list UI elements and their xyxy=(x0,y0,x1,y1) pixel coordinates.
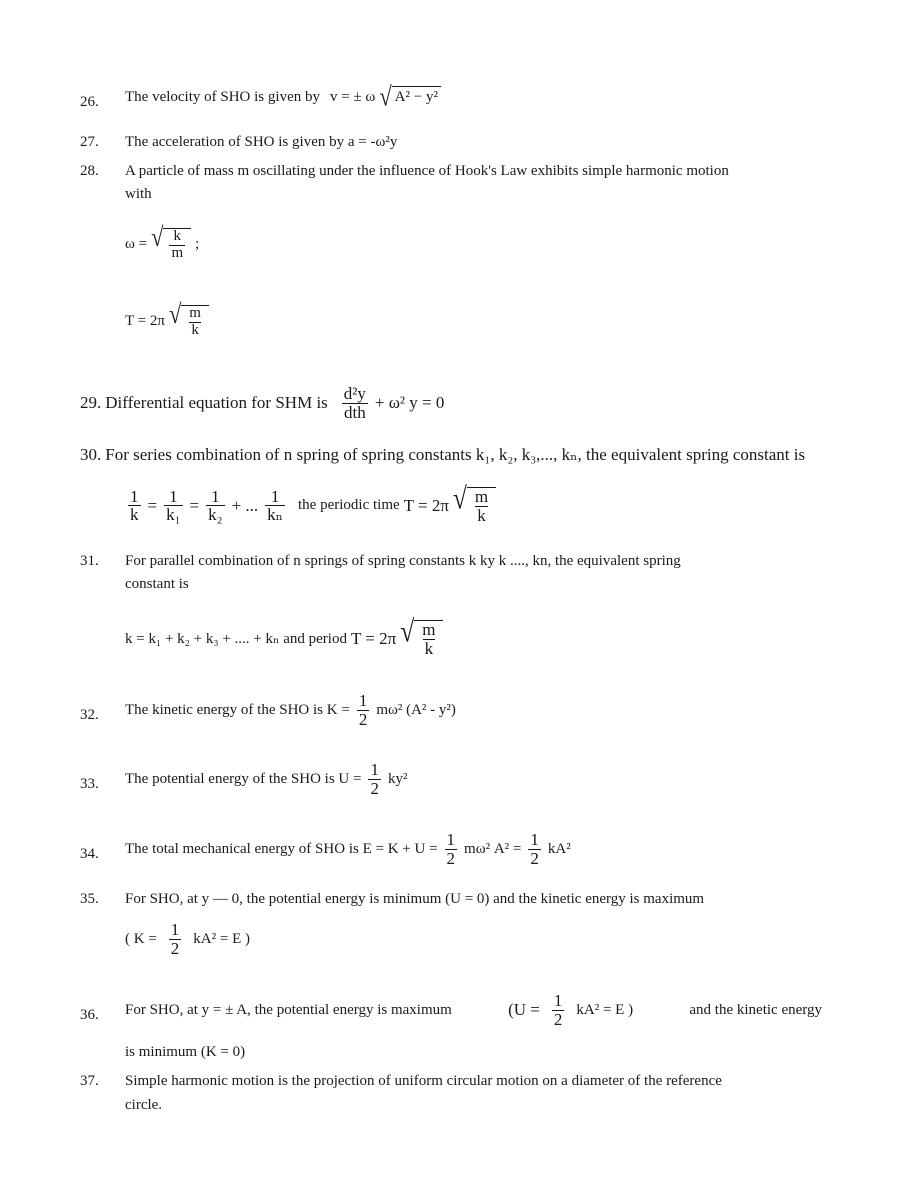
numerator: 1 xyxy=(211,486,220,506)
item-text: For parallel combination of n springs of spring constants k ky k ...., kn, the equivalent spring xyxy=(125,553,681,569)
denominator: kₙ xyxy=(267,505,284,525)
item-number: 32. xyxy=(80,707,99,723)
item-32 xyxy=(125,692,456,729)
equation: v = ± ω xyxy=(329,88,376,105)
item-33 xyxy=(125,761,407,798)
denominator: k xyxy=(191,321,199,338)
plus: + ... xyxy=(231,495,259,515)
denominator: 2 xyxy=(170,938,180,958)
item-text: The total mechanical energy of SHO is E = K + U = xyxy=(125,840,438,857)
numerator: d²y xyxy=(343,384,366,403)
item-text: circle. xyxy=(125,1097,163,1113)
item-27 xyxy=(125,134,397,151)
lhs: T = 2π xyxy=(125,313,165,330)
tail: kA² xyxy=(547,840,571,857)
square-root: √ $\frac{m}{k}$ xyxy=(400,620,443,658)
denominator: 2 xyxy=(530,848,539,868)
series-formula xyxy=(125,480,496,525)
item-31-line1 xyxy=(125,553,822,570)
item-number: 34. xyxy=(80,846,99,862)
square-root: √ A² − y² xyxy=(379,86,441,109)
square-root: √ $\frac{k}{m}$ xyxy=(151,228,191,262)
item-text: For SHO, at y = ± A, the potential energy is maximum xyxy=(125,1001,452,1018)
lhs: T = 2π xyxy=(403,495,449,515)
item-text: with xyxy=(125,186,152,202)
numerator: 1 xyxy=(446,830,456,849)
pre: (U = xyxy=(508,1000,540,1020)
denominator: 2 xyxy=(370,778,379,798)
tail: mω² (A² - y²) xyxy=(376,701,456,718)
lhs: ω = xyxy=(125,236,148,253)
denominator: 2 xyxy=(553,1009,563,1029)
item-29 xyxy=(80,385,444,422)
omega-formula xyxy=(125,222,200,262)
denominator: 2 xyxy=(446,848,456,868)
item-number: 26. xyxy=(80,94,99,110)
item-37-line1 xyxy=(125,1073,822,1090)
numerator: 1 xyxy=(169,486,178,506)
item-text: For series combination of n spring of spring constants k₁, k₂, k₃,..., kₙ, the equivalent spring constant is xyxy=(105,445,806,464)
item-text: The acceleration of SHO is given by a = -ω²y xyxy=(125,134,398,150)
item-36-line1 xyxy=(125,992,822,1029)
mid: kA² = E ) xyxy=(576,1001,634,1018)
denominator: k xyxy=(477,505,486,525)
item-number: 29. xyxy=(80,393,102,413)
item-number: 31. xyxy=(80,553,99,569)
item-number: 28. xyxy=(80,163,99,179)
item-number: 33. xyxy=(80,776,99,792)
item-28-line2 xyxy=(125,186,152,203)
tail: ; xyxy=(195,236,200,253)
item-text: Simple harmonic motion is the projection of uniform circular motion on a diameter of the reference xyxy=(125,1073,722,1089)
numerator: m xyxy=(474,487,489,506)
lhs: T = 2π xyxy=(350,628,397,648)
item-35-line1 xyxy=(125,891,704,908)
item-26 xyxy=(125,81,441,112)
denominator: k xyxy=(130,505,139,525)
parallel-formula xyxy=(125,613,443,658)
item-text: For SHO, at y — 0, the potential energy is minimum (U = 0) and the kinetic energy is maximum xyxy=(125,891,705,907)
item-34 xyxy=(125,831,571,868)
denominator: k xyxy=(424,638,434,658)
numerator: m xyxy=(422,620,436,639)
item-37-line2 xyxy=(125,1097,162,1114)
denominator: dth xyxy=(343,402,366,422)
numerator: k xyxy=(173,228,182,244)
pre: ( K = xyxy=(125,930,157,947)
denominator: 2 xyxy=(358,709,368,729)
square-root: √ $\frac{m}{k}$ xyxy=(169,305,209,339)
denominator: m xyxy=(171,244,184,261)
mid: mω² A² = xyxy=(464,840,522,857)
numerator: 1 xyxy=(370,760,379,779)
item-30 xyxy=(80,445,805,465)
radicand: A² − y² xyxy=(392,86,441,109)
item-text: the periodic time xyxy=(298,497,400,514)
denominator: k₂ xyxy=(208,505,223,525)
tail: ky² xyxy=(387,770,408,787)
denominator: k₁ xyxy=(166,505,181,525)
period-formula xyxy=(125,299,209,339)
tail: kA² = E ) xyxy=(193,930,250,947)
numerator: 1 xyxy=(170,920,180,939)
item-text: A particle of mass m oscillating under the influence of Hook's Law exhibits simple harmonic motion xyxy=(125,163,729,179)
item-number: 30. xyxy=(80,445,102,464)
item-text: The potential energy of the SHO is U = xyxy=(125,770,362,787)
item-28-line1 xyxy=(125,163,822,180)
item-number: 35. xyxy=(80,891,99,907)
numerator: 1 xyxy=(530,830,539,849)
item-number: 27. xyxy=(80,134,99,150)
item-text: The kinetic energy of the SHO is K = xyxy=(125,701,350,718)
numerator: m xyxy=(189,305,201,321)
numerator: 1 xyxy=(270,486,280,506)
square-root: √ $\frac{m}{k}$ xyxy=(453,487,496,525)
sum: k = k₁ + k₂ + k₃ + .... + kₙ and period xyxy=(125,631,347,648)
item-36-line2 xyxy=(125,1044,245,1061)
item-number: 37. xyxy=(80,1073,99,1089)
item-text: The velocity of SHO is given by xyxy=(125,88,320,105)
numerator: 1 xyxy=(130,486,139,506)
numerator: 1 xyxy=(358,691,368,710)
tail: + ω² y = 0 xyxy=(374,393,445,413)
numerator: 1 xyxy=(553,991,563,1010)
item-text: and the kinetic energy xyxy=(689,1001,822,1018)
item-number: 36. xyxy=(80,1007,99,1023)
item-text: is minimum (K = 0) xyxy=(125,1044,246,1060)
equals: = xyxy=(189,495,200,515)
item-text: constant is xyxy=(125,576,189,592)
item-35-formula xyxy=(125,921,250,958)
fraction xyxy=(342,385,368,422)
equals: = xyxy=(147,495,158,515)
item-31-line2 xyxy=(125,576,189,593)
item-text: Differential equation for SHM is xyxy=(105,393,328,413)
